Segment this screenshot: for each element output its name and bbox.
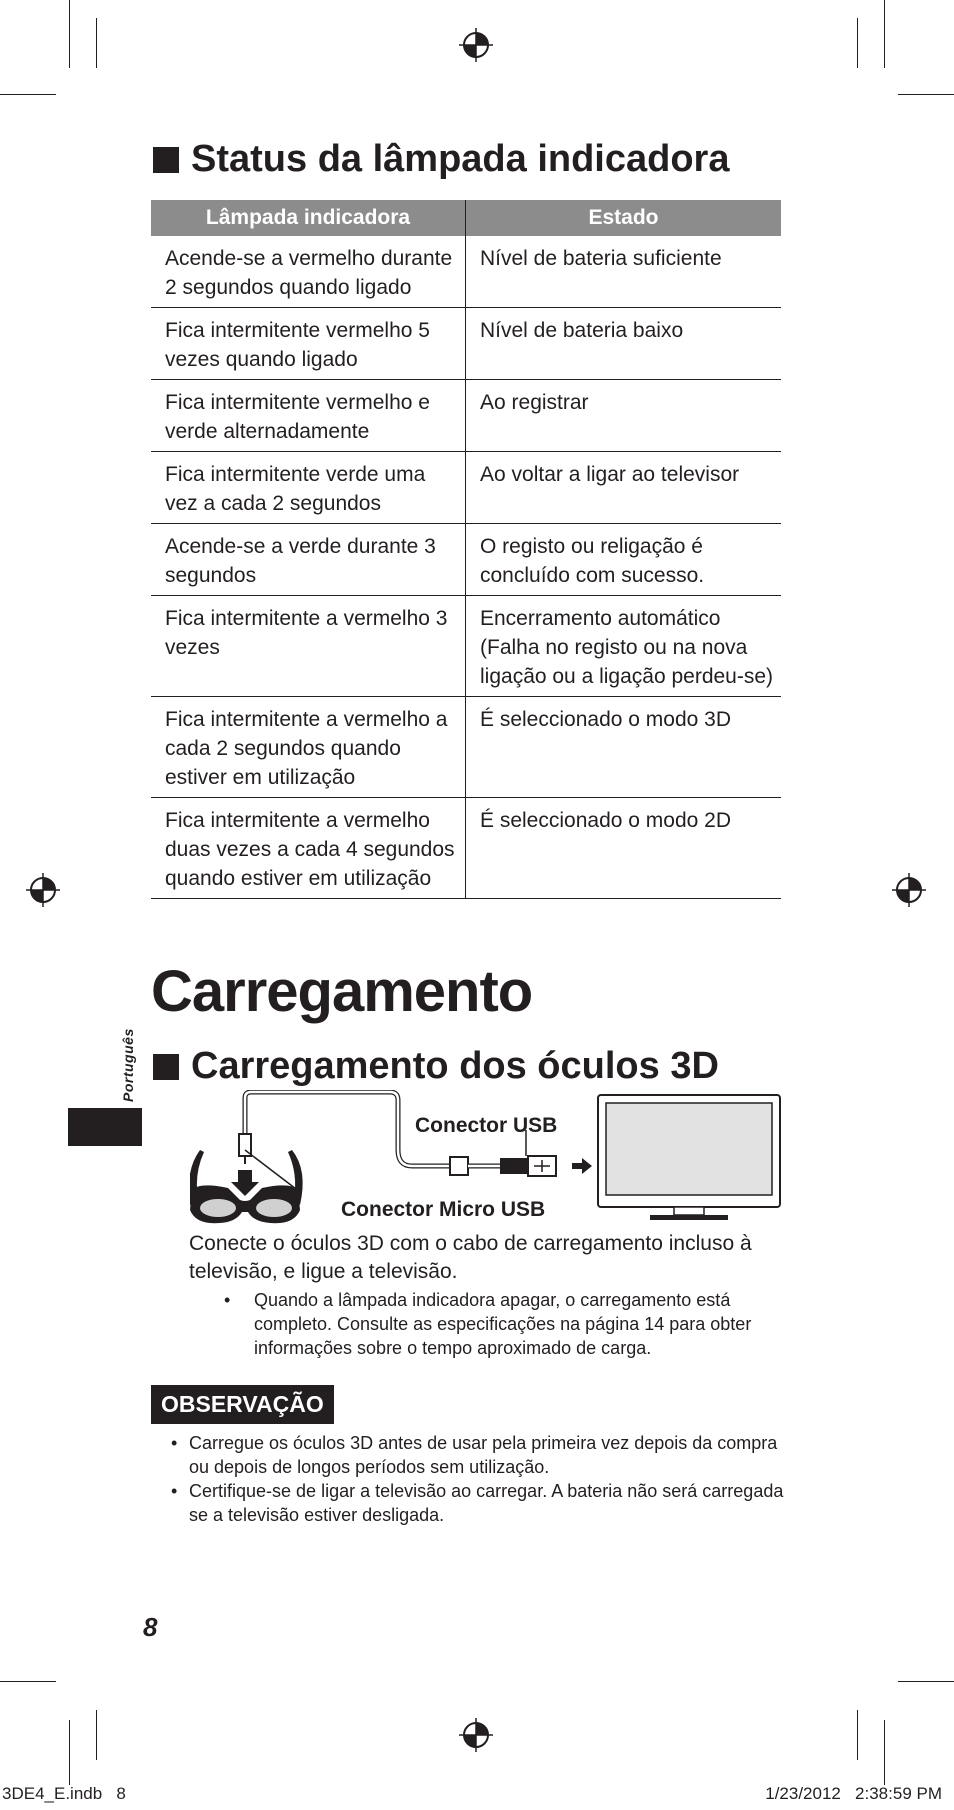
micro-usb-connector-label: Conector Micro USB [341,1198,546,1221]
table-row [151,380,781,452]
table-row [151,236,781,308]
bullet-dot: • [224,1290,231,1310]
note-list [168,1431,788,1527]
state-cell: Ao voltar a ligar ao televisor [466,452,782,524]
square-bullet-icon [153,1054,179,1080]
state-cell: É seleccionado o modo 2D [466,798,782,899]
bullet-dot: • [171,1481,178,1501]
footer-file: 3DE4_E.indb 8 [2,1784,126,1803]
table-header-row [151,200,781,236]
lamp-cell: Fica intermitente a vermelho a cada 2 segundos quando estiver em utilização [151,697,466,798]
status-heading-text: Status da lâmpada indicadora [191,138,730,180]
footer-timestamp: 1/23/2012 2:38:59 PM [765,1784,942,1803]
lamp-cell: Fica intermitente a vermelho duas vezes a cada 4 segundos quando estiver em utilização [151,798,466,899]
charging-title: Carregamento [151,959,533,1024]
table-row [151,308,781,380]
list-item [168,1479,788,1527]
charging-instructions: Conecte o óculos 3D com o cabo de carregamento incluso à televisão, e ligue a televisão. [189,1232,752,1283]
table-row [151,798,781,899]
charging-bullet-text: Quando a lâmpada indicadora apagar, o carregamento está completo. Consulte as especificações na página 14 para obter informações sobre o tempo aproximado de carga. [254,1290,752,1358]
note-text: Carregue os óculos 3D antes de usar pela primeira vez depois da compra ou depois de longos períodos sem utilização. [189,1433,778,1477]
table-row [151,596,781,697]
language-side-bar [68,1108,142,1146]
state-cell: Nível de bateria suficiente [466,236,782,308]
state-cell: Nível de bateria baixo [466,308,782,380]
state-cell: O registo ou religação é concluído com sucesso. [466,524,782,596]
note-heading: OBSERVAÇÃO [151,1385,334,1424]
state-cell: Encerramento automático (Falha no registo ou na nova ligação ou a ligação perdeu-se) [466,596,782,697]
bullet-dot: • [171,1433,178,1453]
lamp-cell: Fica intermitente vermelho e verde alternadamente [151,380,466,452]
charging-subheading-text: Carregamento dos óculos 3D [191,1045,719,1087]
square-bullet-icon [153,147,179,173]
lamp-cell: Fica intermitente a vermelho 3 vezes [151,596,466,697]
page-number: 8 [143,1612,158,1642]
registration-mark-icon [26,873,60,907]
lamp-cell: Fica intermitente vermelho 5 vezes quando ligado [151,308,466,380]
registration-mark-icon [459,1718,493,1752]
registration-mark-icon [459,28,493,62]
header-state: Estado [466,200,782,236]
lamp-cell: Fica intermitente verde uma vez a cada 2 segundos [151,452,466,524]
language-side-label: Português [120,1028,136,1102]
lamp-cell: Acende-se a vermelho durante 2 segundos quando ligado [151,236,466,308]
state-cell: É seleccionado o modo 3D [466,697,782,798]
table-row [151,452,781,524]
table-row [151,524,781,596]
status-heading [153,138,729,181]
charging-bullet [224,1288,784,1360]
usb-connector-label: Conector USB [415,1114,558,1137]
status-table [151,200,781,899]
list-item [168,1431,788,1479]
charging-subheading [153,1045,719,1088]
registration-mark-icon [892,873,926,907]
lamp-cell: Acende-se a verde durante 3 segundos [151,524,466,596]
note-text: Certifique-se de ligar a televisão ao carregar. A bateria não será carregada se a televisão estiver desligada. [189,1481,784,1525]
table-row [151,697,781,798]
state-cell: Ao registrar [466,380,782,452]
header-lamp: Lâmpada indicadora [151,200,466,236]
